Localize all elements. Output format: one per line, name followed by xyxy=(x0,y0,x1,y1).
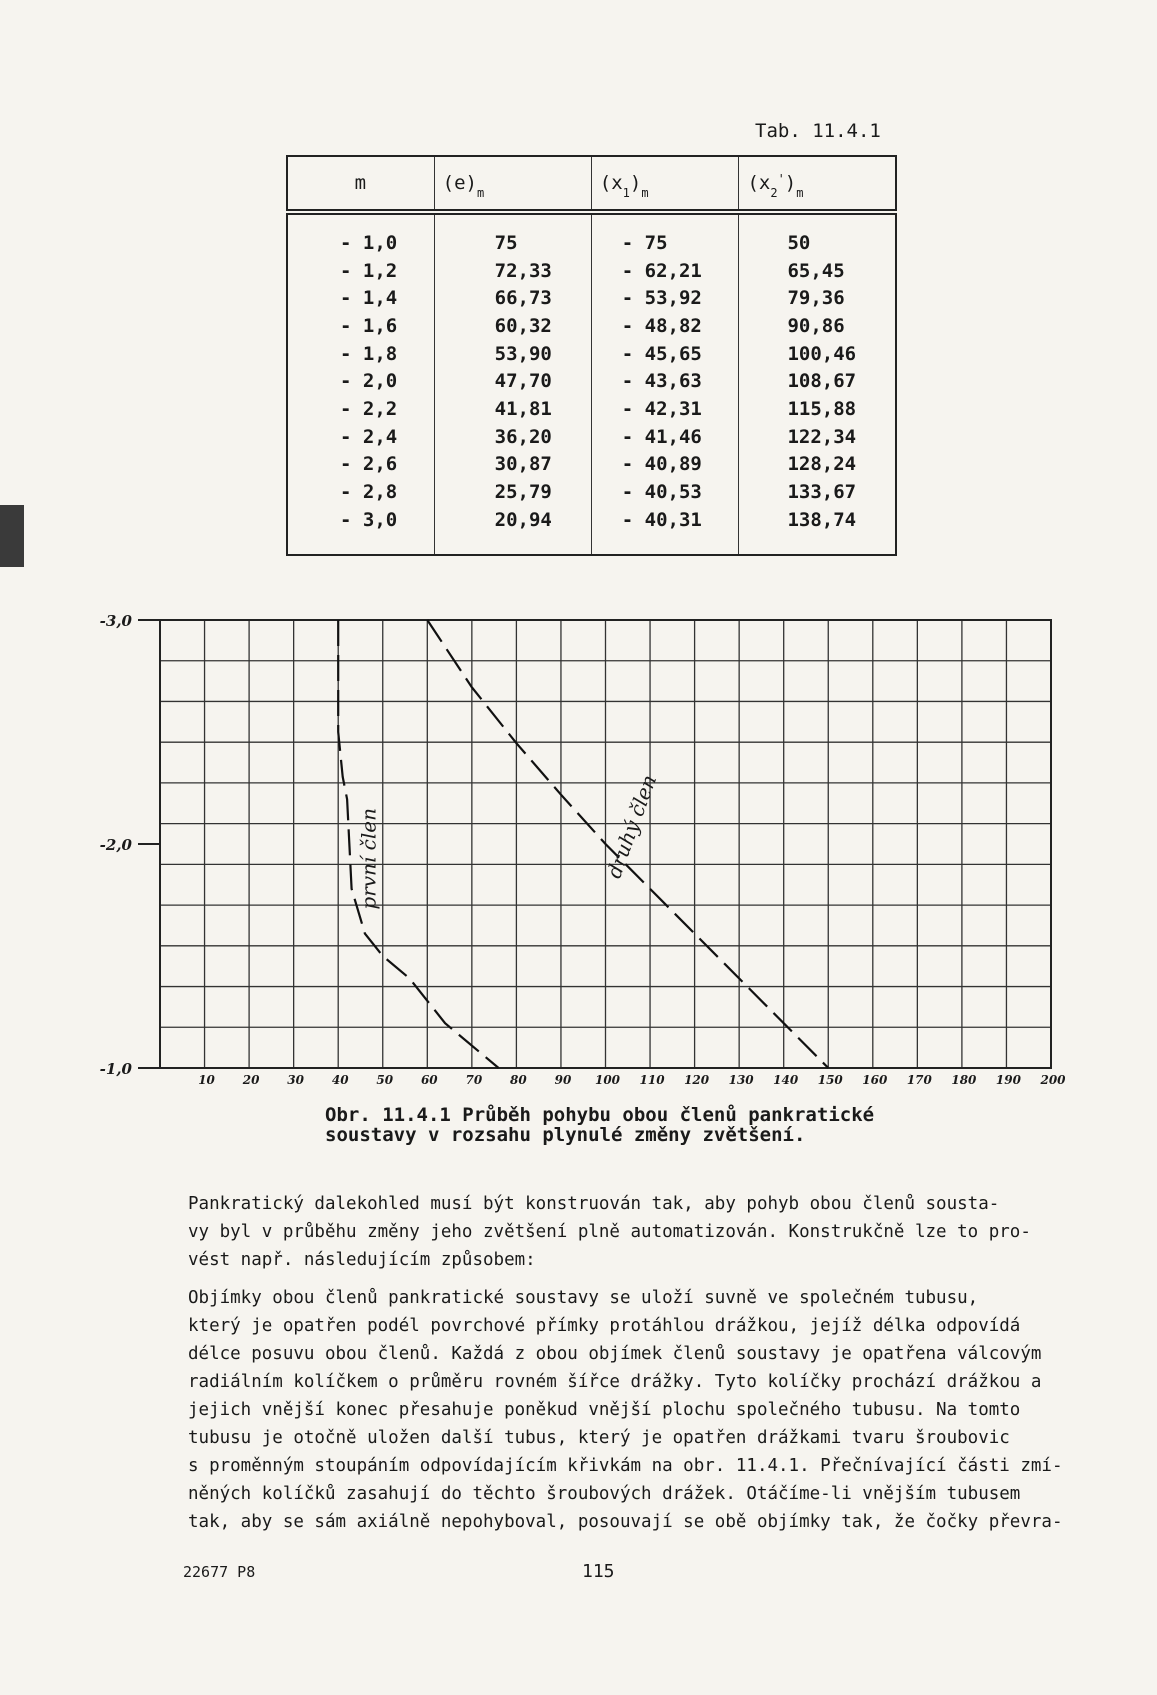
table-cell: 115,88 xyxy=(739,395,896,423)
x-tick-label: 160 xyxy=(862,1073,888,1087)
x-tick-label: 40 xyxy=(331,1073,349,1087)
x-tick-label: 110 xyxy=(639,1073,665,1087)
header-e: $(e)_m$ xyxy=(434,156,591,212)
table-cell: - 48,82 xyxy=(591,312,739,340)
table-label: Tab. 11.4.1 xyxy=(755,120,881,142)
table-cell: 47,70 xyxy=(434,367,591,395)
text-line: Objímky obou členů pankratické soustavy se uloží suvně ve společném tubusu, xyxy=(188,1288,979,1308)
table-cell: 20,94 xyxy=(434,506,591,555)
table-cell: - 2,4 xyxy=(340,425,398,448)
table-cell: - 1,6 xyxy=(340,314,398,337)
table-cell: 138,74 xyxy=(739,506,896,555)
x-tick-label: 190 xyxy=(995,1073,1021,1087)
header-m: m xyxy=(287,156,434,212)
table-cell: - 53,92 xyxy=(591,284,739,312)
y-tick-label: -3,0 xyxy=(99,612,132,630)
table-cell: - 40,53 xyxy=(591,478,739,506)
x-tick-label: 60 xyxy=(420,1073,438,1087)
x-tick-label: 70 xyxy=(465,1073,483,1087)
x-tick-label: 180 xyxy=(951,1073,977,1087)
y-tick-label: -1,0 xyxy=(99,1060,132,1078)
table-cell: - 1,8 xyxy=(340,342,398,365)
x-tick-label: 20 xyxy=(242,1073,260,1087)
figure-caption xyxy=(325,1105,874,1145)
table-cell: - 40,31 xyxy=(591,506,739,555)
table-cell: 122,34 xyxy=(739,423,896,451)
x-tick-label: 30 xyxy=(287,1073,305,1087)
table-cell: 50 xyxy=(739,212,896,257)
text-line: vy byl v průběhu změny jeho zvětšení plně automatizován. Konstrukčně lze to pro- xyxy=(188,1222,1031,1242)
x-tick-label: 80 xyxy=(510,1073,527,1087)
table-cell: 75 xyxy=(434,212,591,257)
x-tick-label: 100 xyxy=(594,1073,621,1087)
table-cell: 100,46 xyxy=(739,340,896,368)
text-line: tak, aby se sám axiálně nepohyboval, posouvají se obě objímky tak, že čočky převra- xyxy=(188,1512,1063,1532)
x-tick-label: 90 xyxy=(554,1073,572,1087)
table-cell: 108,67 xyxy=(739,367,896,395)
table-cell: - 42,31 xyxy=(591,395,739,423)
table-cell: 90,86 xyxy=(739,312,896,340)
table-cell: - 62,21 xyxy=(591,257,739,285)
x-tick-label: 10 xyxy=(198,1073,215,1087)
table-cell: 133,67 xyxy=(739,478,896,506)
table-cell: - 75 xyxy=(591,212,739,257)
x-tick-label: 140 xyxy=(773,1073,799,1087)
table-cell: 65,45 xyxy=(739,257,896,285)
caption-line-2: soustavy v rozsahu plynulé změny zvětšení. xyxy=(325,1124,806,1146)
text-line: Pankratický dalekohled musí být konstruován tak, aby pohyb obou členů sousta- xyxy=(188,1194,1000,1214)
table-cell: 60,32 xyxy=(434,312,591,340)
table-cell: - 1,0 xyxy=(340,231,398,254)
x-tick-label: 200 xyxy=(1040,1073,1066,1087)
table-cell: 72,33 xyxy=(434,257,591,285)
table-cell: - 2,2 xyxy=(340,397,398,420)
x-tick-label: 50 xyxy=(376,1073,394,1087)
table-cell: - 2,8 xyxy=(340,481,398,504)
table-cell: - 45,65 xyxy=(591,340,739,368)
paragraph-2 xyxy=(188,1284,1068,1536)
text-line: tubusu je otočně uložen další tubus, který je opatřen drážkami tvaru šroubovic xyxy=(188,1428,1010,1448)
table-cell: 25,79 xyxy=(434,478,591,506)
text-line: délce posuvu obou členů. Každá z obou objímek členů soustavy je opatřena válcovým xyxy=(188,1344,1042,1364)
table-cell: 66,73 xyxy=(434,284,591,312)
table-cell: - 3,0 xyxy=(340,508,398,531)
table-cell: 30,87 xyxy=(434,451,591,479)
text-line: něných kolíčků zasahují do těchto šroubových drážek. Otáčíme-li vnějším tubusem xyxy=(188,1484,1021,1504)
y-tick-label: -2,0 xyxy=(99,836,132,854)
text-line: který je opatřen podél povrchové přímky protáhlou drážkou, jejíž délka odpovídá xyxy=(188,1316,1021,1336)
x-tick-label: 130 xyxy=(728,1073,754,1087)
page-number: 115 xyxy=(582,1561,615,1582)
table-cell: 36,20 xyxy=(434,423,591,451)
table-cell: - 2,6 xyxy=(340,453,398,476)
series-label-2: druhý člen xyxy=(601,771,662,882)
caption-line-1: Obr. 11.4.1 Průběh pohybu obou členů pankratické xyxy=(325,1104,875,1126)
x-tick-label: 120 xyxy=(684,1073,710,1087)
table-cell: - 40,89 xyxy=(591,451,739,479)
footer-code: 22677 P8 xyxy=(183,1563,256,1581)
table-cell: 53,90 xyxy=(434,340,591,368)
table-cell: 128,24 xyxy=(739,451,896,479)
table-cell: - 2,0 xyxy=(340,370,398,393)
table-cell: 41,81 xyxy=(434,395,591,423)
table-cell: 79,36 xyxy=(739,284,896,312)
text-line: jejich vnější konec přesahuje poněkud vnější plochu společného tubusu. Na tomto xyxy=(188,1400,1021,1420)
table-cell: - 1,4 xyxy=(340,287,398,310)
text-line: s proměnným stoupáním odpovídajícím křivkám na obr. 11.4.1. Přečnívající části zmí- xyxy=(188,1456,1063,1476)
table-cell: - 1,2 xyxy=(340,259,398,282)
text-line: radiálním kolíčkem o průměru rovném šířce drážky. Tyto kolíčky prochází drážkou a xyxy=(188,1372,1042,1392)
body-text xyxy=(188,1190,1068,1546)
series-label-1: první člen xyxy=(356,807,381,910)
header-x2: $(x_2')_m$ xyxy=(739,156,896,212)
table-cell: - 41,46 xyxy=(591,423,739,451)
table-cell: - 43,63 xyxy=(591,367,739,395)
x-tick-label: 150 xyxy=(817,1073,843,1087)
paragraph-1 xyxy=(188,1190,1068,1274)
x-tick-label: 170 xyxy=(906,1073,932,1087)
header-x1: $(x_1)_m$ xyxy=(591,156,739,212)
text-line: vést např. následujícím způsobem: xyxy=(188,1250,536,1270)
